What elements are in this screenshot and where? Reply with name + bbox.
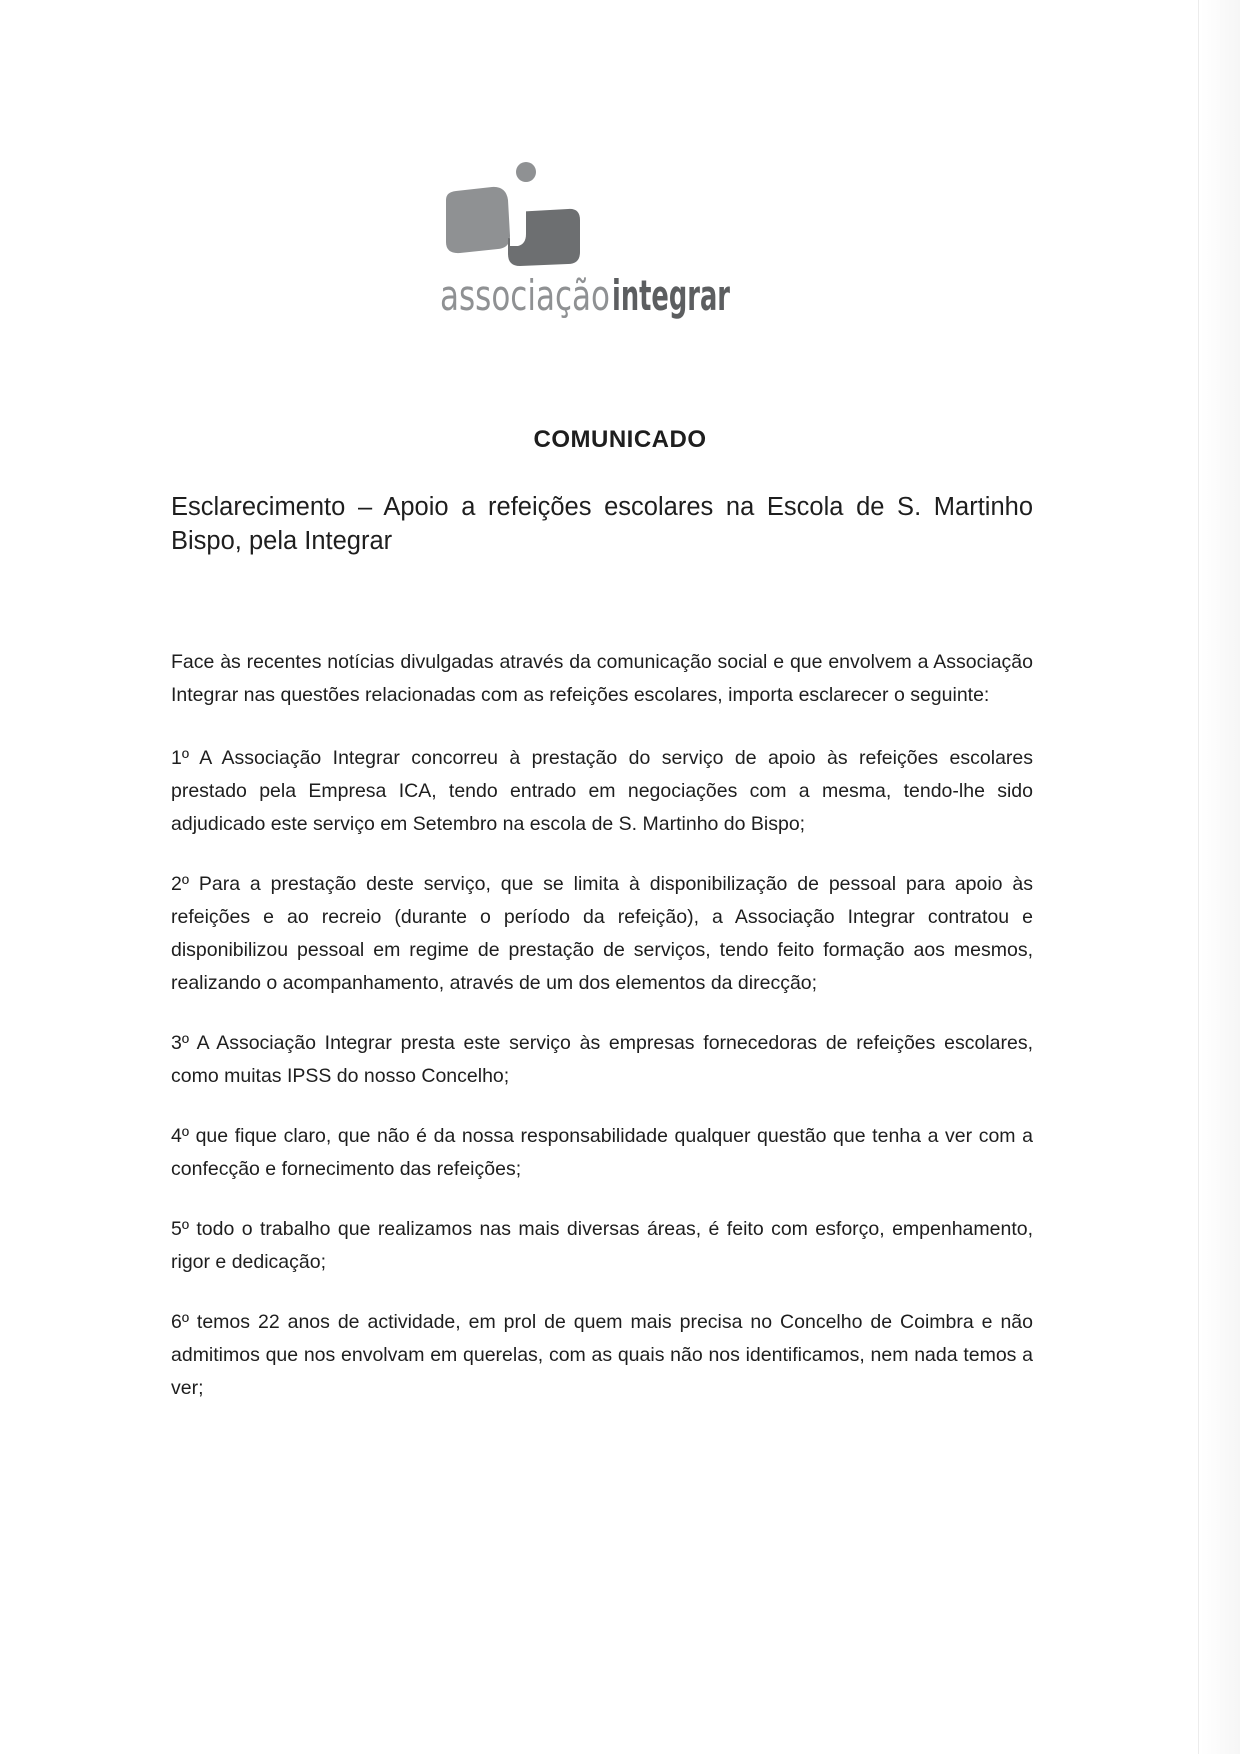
point-number: 2º — [171, 873, 189, 895]
document-title: COMUNICADO — [533, 426, 707, 453]
point-text: A Associação Integrar concorreu à prestação do serviço de apoio às refeições escolares prestado pela Empresa ICA, tendo entrado em negociações com a mesma, tendo-lhe sido adjudicado este serviço em Setembro na escola de S. Martinho do Bispo; — [171, 747, 1034, 835]
point-text: Para a prestação deste serviço, que se limita à disponibilização de pessoal para apoio às refeições e ao recreio (durante o período da refeição), a Associação Integrar contratou e disponibilizou pessoal em regime de prestação de serviços, tendo feito formação aos mesmos, realizando o acompanhamento, através de um dos elementos da direcção; — [171, 873, 1033, 994]
document-subject — [171, 490, 1033, 558]
point-text: temos 22 anos de actividade, em prol de quem mais precisa no Concelho de Coimbra e não admitimos que nos envolvam em querelas, com as quais não nos identificamos, nem nada temos a ver; — [171, 1311, 1033, 1399]
point-text: que fique claro, que não é da nossa responsabilidade qualquer questão que tenha a ver com a confecção e fornecimento das refeições; — [171, 1125, 1033, 1180]
point-text: todo o trabalho que realizamos nas mais diversas áreas, é feito com esforço, empenhamento, rigor e dedicação; — [171, 1218, 1034, 1273]
intro-paragraph: Face às recentes notícias divulgadas através da comunicação social e que envolvem a Associação Integrar nas questões relacionadas com as refeições escolares, importa esclarecer o seguinte: — [171, 651, 1033, 706]
point-number: 1º — [171, 747, 189, 769]
point-paragraph-5 — [171, 1213, 1033, 1279]
point-paragraph-3 — [171, 1027, 1033, 1093]
logo-head-dot — [516, 162, 536, 182]
subject-line-2: Bispo, pela Integrar — [171, 527, 393, 555]
document-body — [171, 646, 1033, 1432]
logo-wordmark-bold: integrar — [612, 271, 731, 320]
scan-edge-shadow — [1200, 0, 1240, 1754]
point-number: 5º — [171, 1218, 189, 1240]
point-paragraph-2 — [171, 868, 1033, 1000]
people-blocks-logo-icon — [440, 160, 770, 330]
point-number: 6º — [171, 1311, 189, 1333]
logo-left-block — [446, 187, 510, 253]
point-text: A Associação Integrar presta este serviço às empresas fornecedoras de refeições escolares, como muitas IPSS do nosso Concelho; — [171, 1032, 1033, 1087]
associacao-integrar-logo — [440, 160, 770, 330]
point-paragraph-4 — [171, 1120, 1033, 1186]
logo-wordmark-light: associação — [440, 271, 610, 320]
scan-edge-line — [1198, 0, 1199, 1754]
point-paragraph-1 — [171, 742, 1033, 841]
point-number: 4º — [171, 1125, 189, 1147]
point-paragraph-6 — [171, 1306, 1033, 1405]
logo-center-figure — [510, 193, 526, 246]
point-number: 3º — [171, 1032, 189, 1054]
subject-line-1: Esclarecimento – Apoio a refeições escolares na Escola de S. Martinho — [171, 493, 1033, 521]
